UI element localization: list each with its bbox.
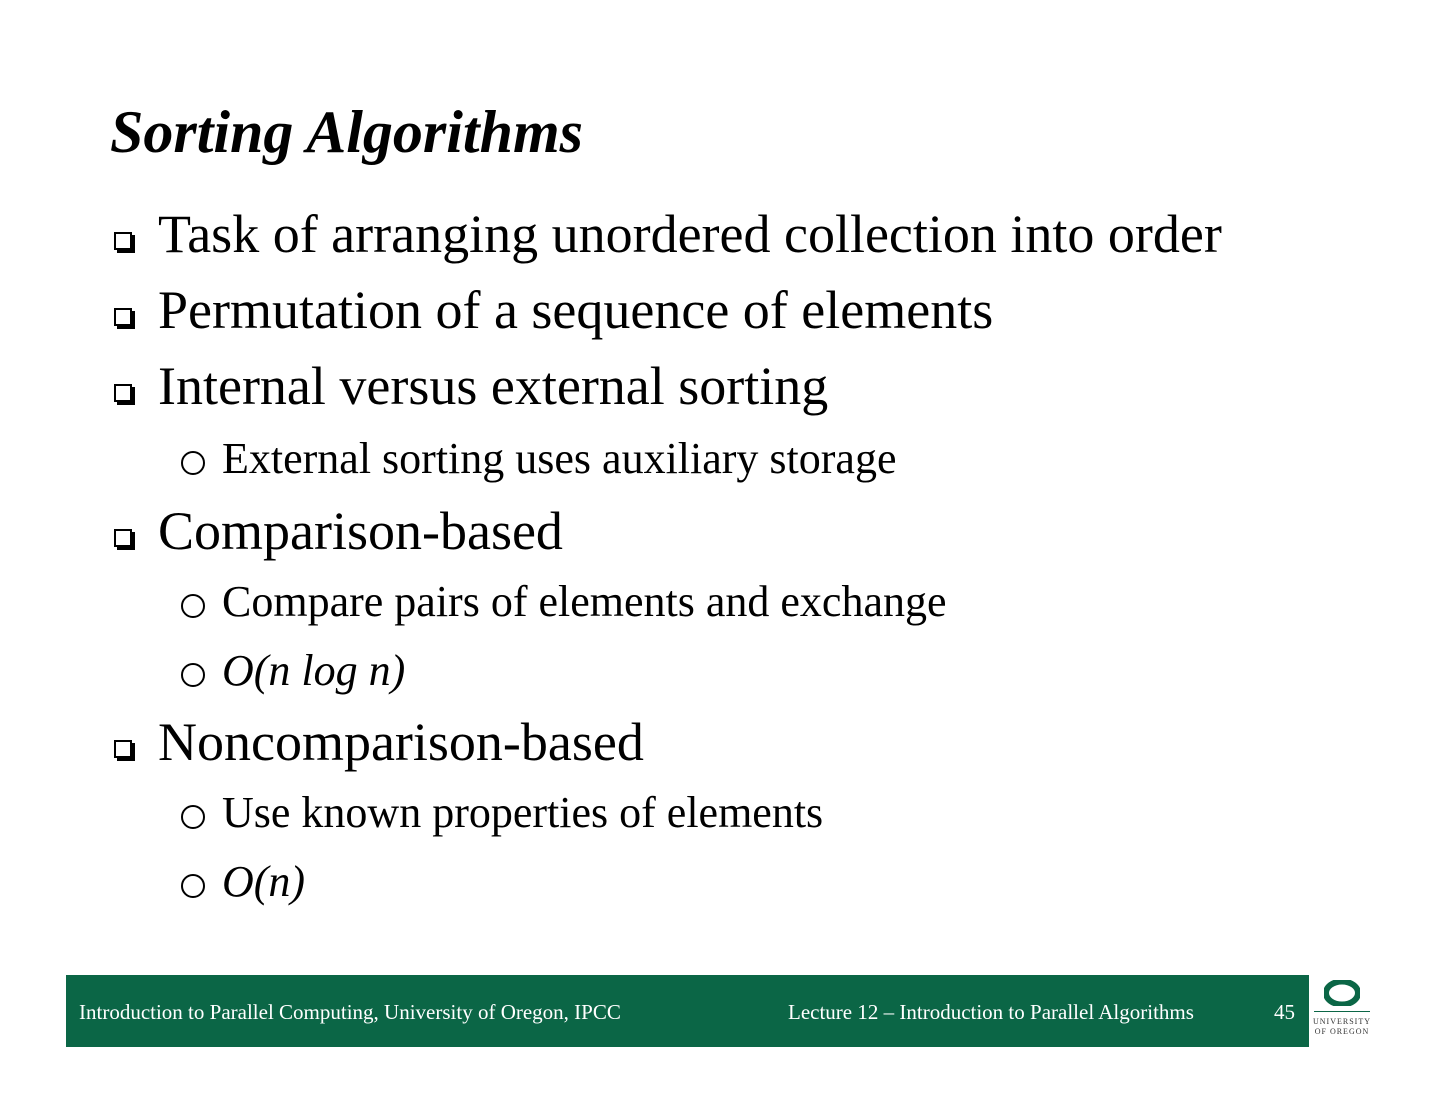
university-logo	[1312, 975, 1372, 1047]
logo-text-line2: OF OREGON	[1314, 1027, 1370, 1036]
bullet-text: Comparison-based	[158, 501, 563, 561]
sub-bullet-item	[181, 645, 405, 697]
bullet-item	[114, 711, 644, 773]
bullet-item	[114, 203, 1222, 265]
page-number: 45	[1274, 1000, 1295, 1024]
oregon-o-icon	[1324, 980, 1360, 1006]
sub-bullet-text: O(n log n)	[222, 646, 406, 695]
circle-bullet-icon	[181, 805, 205, 829]
sub-bullet-item	[181, 576, 947, 628]
sub-bullet-item	[181, 433, 896, 485]
sub-bullet-item	[181, 787, 823, 839]
sub-bullet-item	[181, 856, 305, 908]
slide-footer	[66, 975, 1309, 1047]
circle-bullet-icon	[181, 594, 205, 618]
circle-bullet-icon	[181, 451, 205, 475]
square-bullet-icon	[114, 232, 132, 250]
sub-bullet-text: External sorting uses auxiliary storage	[222, 434, 897, 483]
bullet-item	[114, 355, 828, 417]
sub-bullet-text: Use known properties of elements	[222, 788, 824, 837]
circle-bullet-icon	[181, 874, 205, 898]
sub-bullet-text: Compare pairs of elements and exchange	[222, 577, 947, 626]
bullet-text: Task of arranging unordered collection into order	[158, 204, 1222, 264]
slide-title: Sorting Algorithms	[110, 99, 583, 165]
logo-divider	[1314, 1011, 1370, 1012]
bullet-item	[114, 500, 563, 562]
logo-text-line1: UNIVERSITY	[1313, 1017, 1371, 1026]
square-bullet-icon	[114, 308, 132, 326]
bullet-text: Noncomparison-based	[158, 712, 644, 772]
bullet-text: Internal versus external sorting	[158, 356, 829, 416]
sub-bullet-text: O(n)	[222, 857, 306, 906]
footer-lecture-text: Lecture 12 – Introduction to Parallel Algorithms	[788, 1000, 1194, 1024]
square-bullet-icon	[114, 384, 132, 402]
bullet-item	[114, 279, 993, 341]
footer-course-text: Introduction to Parallel Computing, University of Oregon, IPCC	[79, 1000, 621, 1024]
bullet-text: Permutation of a sequence of elements	[158, 280, 994, 340]
square-bullet-icon	[114, 740, 132, 758]
square-bullet-icon	[114, 529, 132, 547]
circle-bullet-icon	[181, 663, 205, 687]
